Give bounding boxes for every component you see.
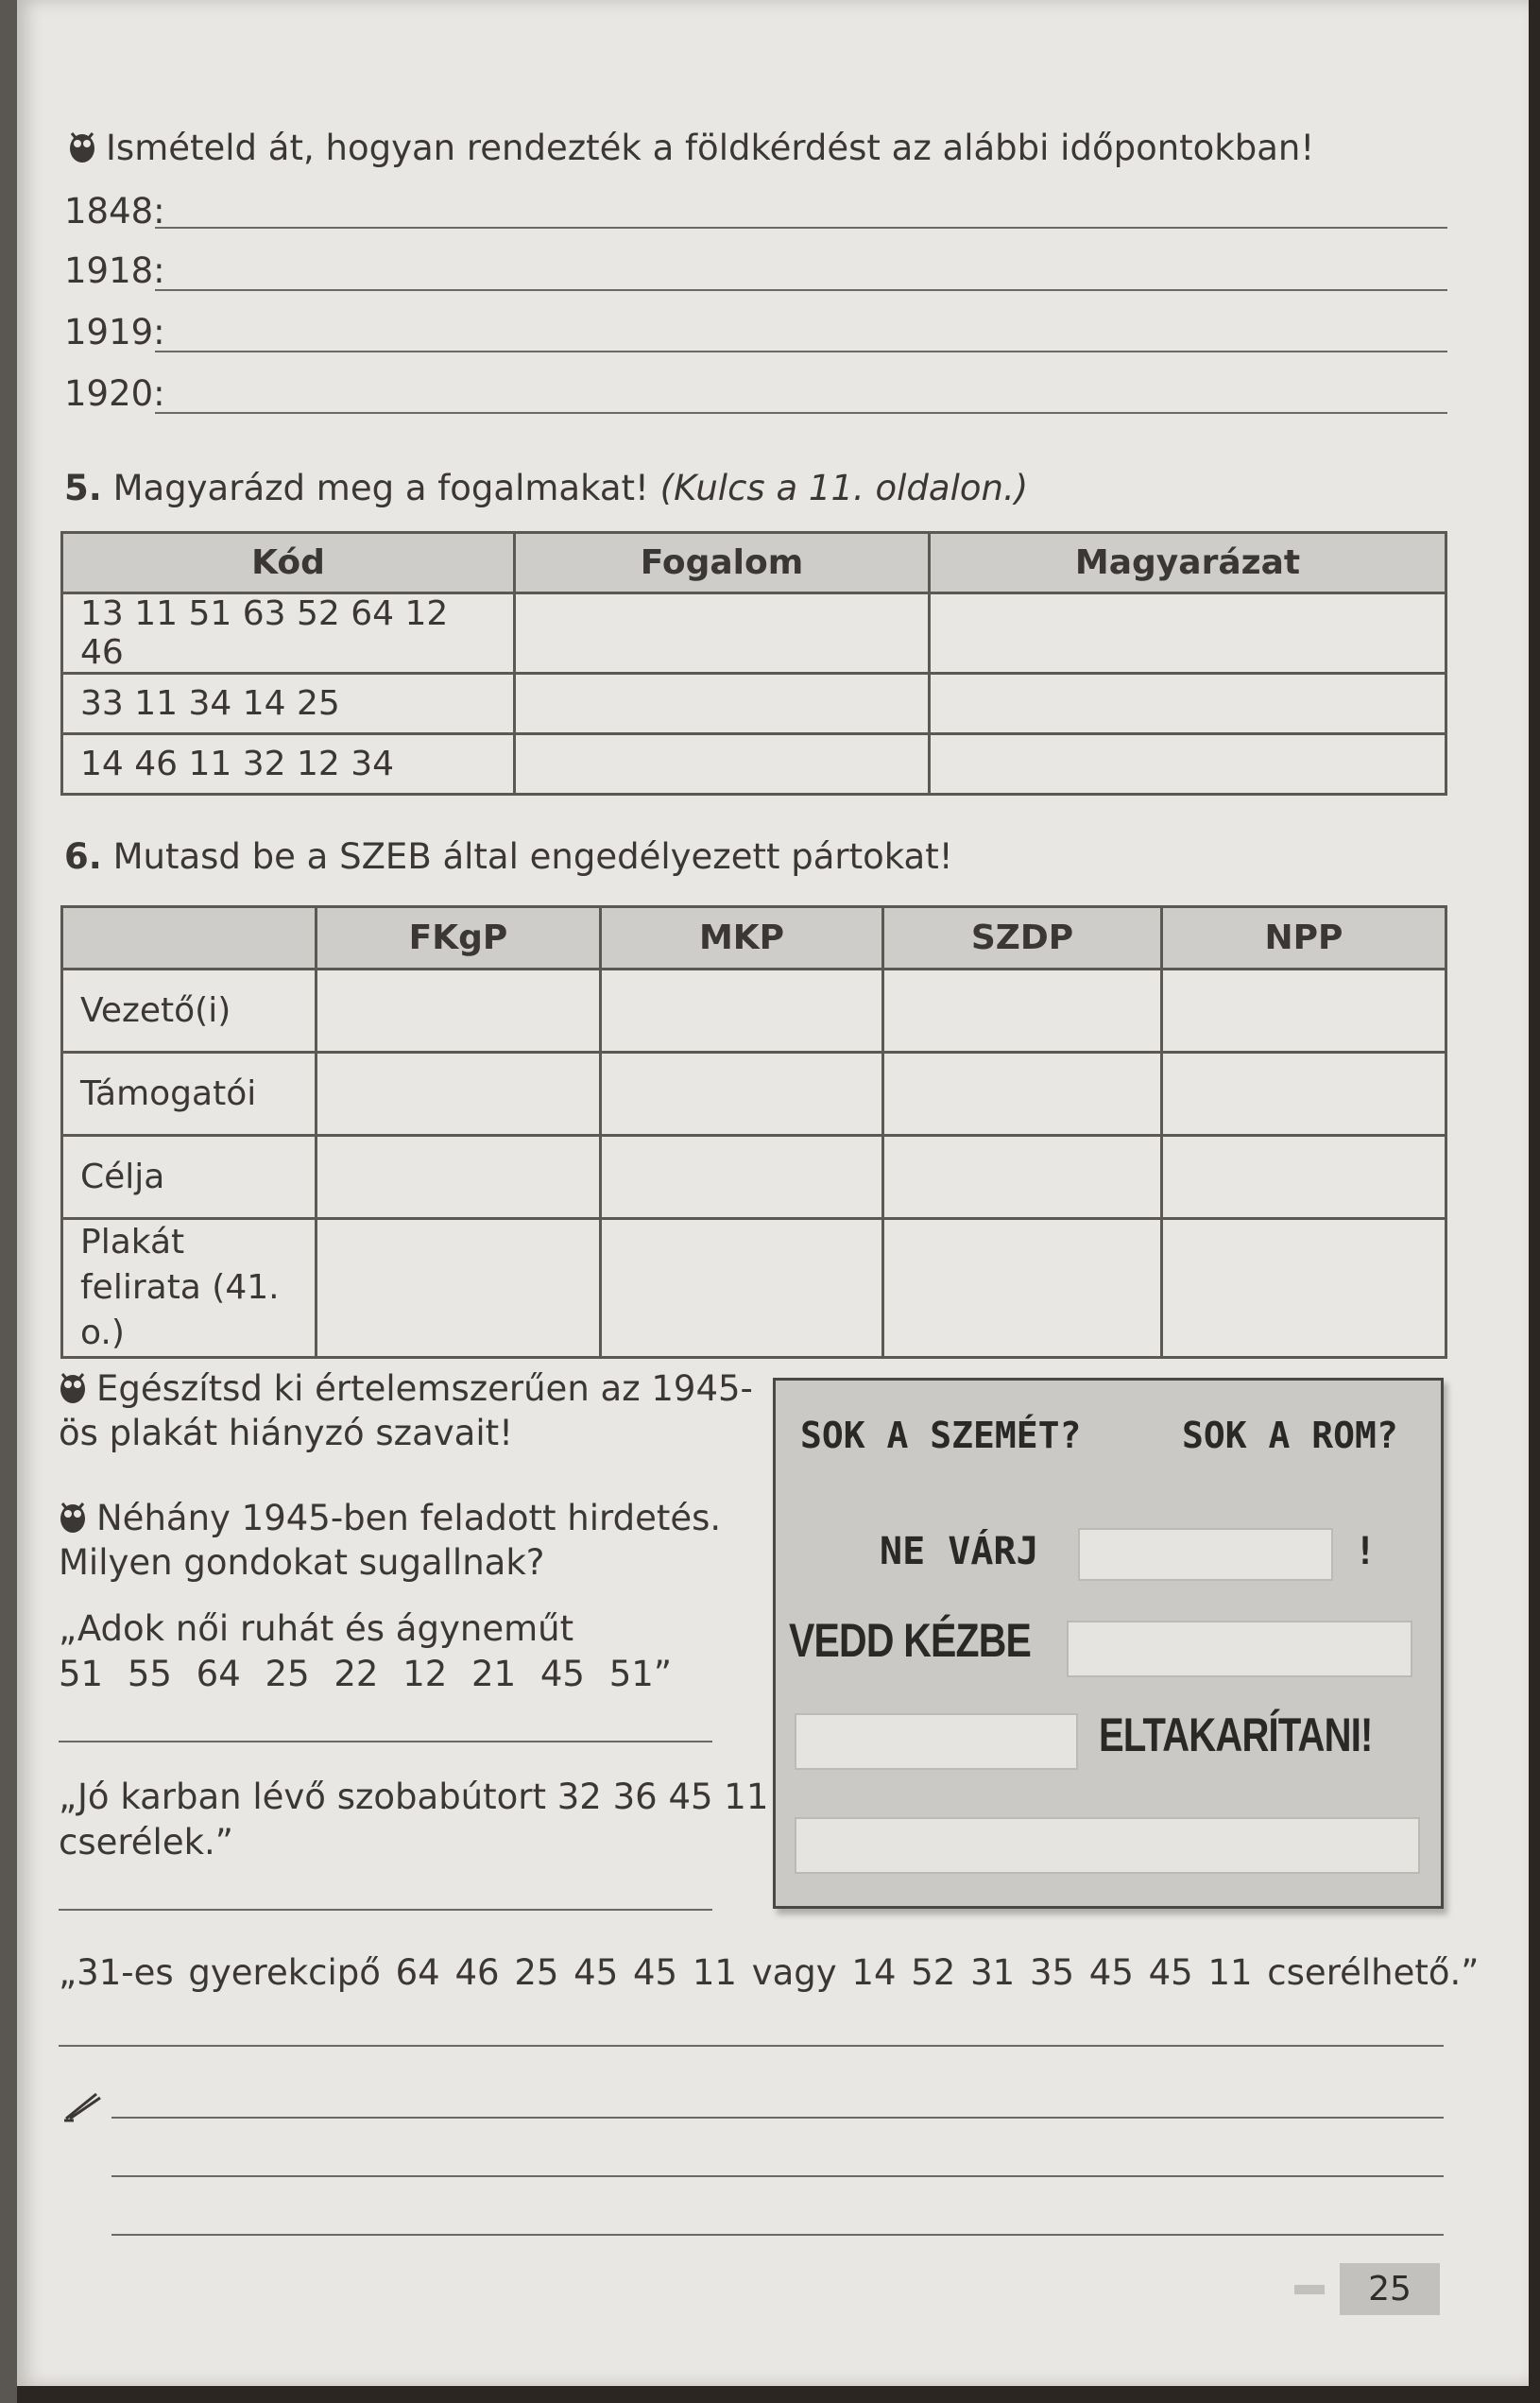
q6-row-label-tamogatoi: Támogatói (62, 1053, 317, 1136)
q6-header-mkp: MKP (601, 907, 883, 970)
poster-blank-3[interactable] (795, 1713, 1078, 1770)
q6-parties-table (60, 905, 1447, 1359)
q5-fogalom-cell-2[interactable] (515, 674, 930, 734)
poster-1945 (773, 1378, 1444, 1909)
q6-cell[interactable] (317, 1053, 601, 1136)
q6-cell[interactable] (317, 970, 601, 1053)
poster-text-eltakaritani: ELTAKARÍTANI! (1099, 1708, 1373, 1761)
q5-magyarazat-cell-1[interactable] (930, 593, 1446, 674)
ads-task-line2: Milyen gondokat sugallnak? (59, 1542, 545, 1583)
owl-icon (68, 129, 96, 163)
ad1-line2: 51 55 64 25 22 12 21 45 51” (59, 1654, 672, 1694)
ad2-answer-line[interactable] (59, 1909, 712, 1911)
q5-magyarazat-cell-3[interactable] (930, 734, 1446, 795)
q6-row-label-vezetoi: Vezető(i) (62, 970, 317, 1053)
poster-text-vedd-kezbe: VEDD KÉZBE (789, 1614, 1032, 1667)
q5-hint: (Kulcs a 11. oldalon.) (659, 468, 1029, 508)
notes-line-1[interactable] (111, 2117, 1444, 2119)
q5-header-kod: Kód (62, 533, 515, 593)
poster-text-sok-a-rom: SOK A ROM? (1182, 1415, 1398, 1456)
q5-magyarazat-cell-2[interactable] (930, 674, 1446, 734)
ad1-answer-line[interactable] (59, 1741, 712, 1742)
date-label-1848: 1848: (64, 191, 165, 232)
date-label-1918: 1918: (64, 250, 165, 291)
q6-cell[interactable] (883, 1219, 1162, 1358)
poster-blank-2[interactable] (1067, 1621, 1412, 1677)
pencil-icon (62, 2090, 104, 2122)
q4-instruction: Ismételd át, hogyan rendezték a földkérdést az alábbi időpontokban! (68, 128, 1314, 169)
q6-cell[interactable] (601, 970, 883, 1053)
poster-text-sok-a-szemet: SOK A SZEMÉT? (800, 1415, 1082, 1456)
q5-code-cell-1: 13 11 51 63 52 64 12 46 (62, 593, 515, 674)
q5-code-cell-2: 33 11 34 14 25 (62, 674, 515, 734)
q6-number: 6. (64, 836, 102, 877)
ad3-text: „31-es gyerekcipő 64 46 25 45 45 11 vagy 14 52 31 35 45 45 11 cserélhető.” (59, 1952, 1480, 1993)
poster-task-line2: ös plakát hiányzó szavait! (59, 1413, 513, 1453)
q5-concepts-table (60, 531, 1447, 796)
ads-task-line1: Néhány 1945-ben feladott hirdetés. (59, 1498, 721, 1539)
q6-cell[interactable] (317, 1219, 601, 1358)
q6-cell[interactable] (883, 1136, 1162, 1219)
notes-line-2[interactable] (111, 2175, 1444, 2177)
poster-text-ne-varj: NE VÁRJ (880, 1530, 1039, 1573)
q5-fogalom-cell-1[interactable] (515, 593, 930, 674)
q6-cell[interactable] (1162, 1136, 1446, 1219)
q6-cell[interactable] (601, 1053, 883, 1136)
workbook-page (17, 0, 1529, 2386)
q6-header-empty (62, 907, 317, 970)
q6-row-label-plakat: Plakát felirata (41. o.) (62, 1219, 317, 1358)
poster-exclamation: ! (1354, 1530, 1377, 1573)
q6-cell[interactable] (1162, 1219, 1446, 1358)
q5-heading (64, 468, 1028, 509)
ad1-line1: „Adok női ruhát és ágyneműt (59, 1608, 574, 1649)
ad2-line1: „Jó karban lévő szobabútort 32 36 45 11 (59, 1777, 769, 1817)
ad2-line2: cserélek.” (59, 1822, 233, 1862)
q5-number: 5. (64, 468, 102, 508)
q6-heading (64, 836, 953, 878)
q5-header-magyarazat: Magyarázat (930, 533, 1446, 593)
page-number-bar (1294, 2285, 1325, 2294)
date-label-1920: 1920: (64, 373, 165, 414)
ad3-answer-line[interactable] (59, 2045, 1444, 2047)
answer-line-1848[interactable] (155, 227, 1447, 229)
q6-header-fkgp: FKgP (317, 907, 601, 970)
q6-cell[interactable] (317, 1136, 601, 1219)
poster-blank-1[interactable] (1078, 1528, 1333, 1581)
answer-line-1919[interactable] (155, 351, 1447, 352)
book-binding (0, 0, 17, 2403)
q6-header-szdp: SZDP (883, 907, 1162, 970)
q5-text: Magyarázd meg a fogalmakat! (112, 468, 649, 508)
q6-header-npp: NPP (1162, 907, 1446, 970)
notes-line-3[interactable] (111, 2234, 1444, 2236)
q6-cell[interactable] (1162, 1053, 1446, 1136)
q6-cell[interactable] (883, 1053, 1162, 1136)
q6-cell[interactable] (1162, 970, 1446, 1053)
q6-text: Mutasd be a SZEB által engedélyezett pártokat! (112, 836, 953, 877)
q5-code-cell-3: 14 46 11 32 12 34 (62, 734, 515, 795)
poster-blank-4[interactable] (795, 1817, 1420, 1874)
page-number: 25 (1340, 2263, 1440, 2315)
poster-task-line1: Egészítsd ki értelemszerűen az 1945- (59, 1368, 753, 1410)
owl-icon (59, 1500, 87, 1534)
date-label-1919: 1919: (64, 312, 165, 352)
q5-fogalom-cell-3[interactable] (515, 734, 930, 795)
q5-header-fogalom: Fogalom (515, 533, 930, 593)
owl-icon (59, 1370, 87, 1404)
q6-row-label-celja: Célja (62, 1136, 317, 1219)
q6-cell[interactable] (601, 1219, 883, 1358)
q6-cell[interactable] (883, 970, 1162, 1053)
answer-line-1920[interactable] (155, 412, 1447, 414)
q6-cell[interactable] (601, 1136, 883, 1219)
answer-line-1918[interactable] (155, 289, 1447, 291)
